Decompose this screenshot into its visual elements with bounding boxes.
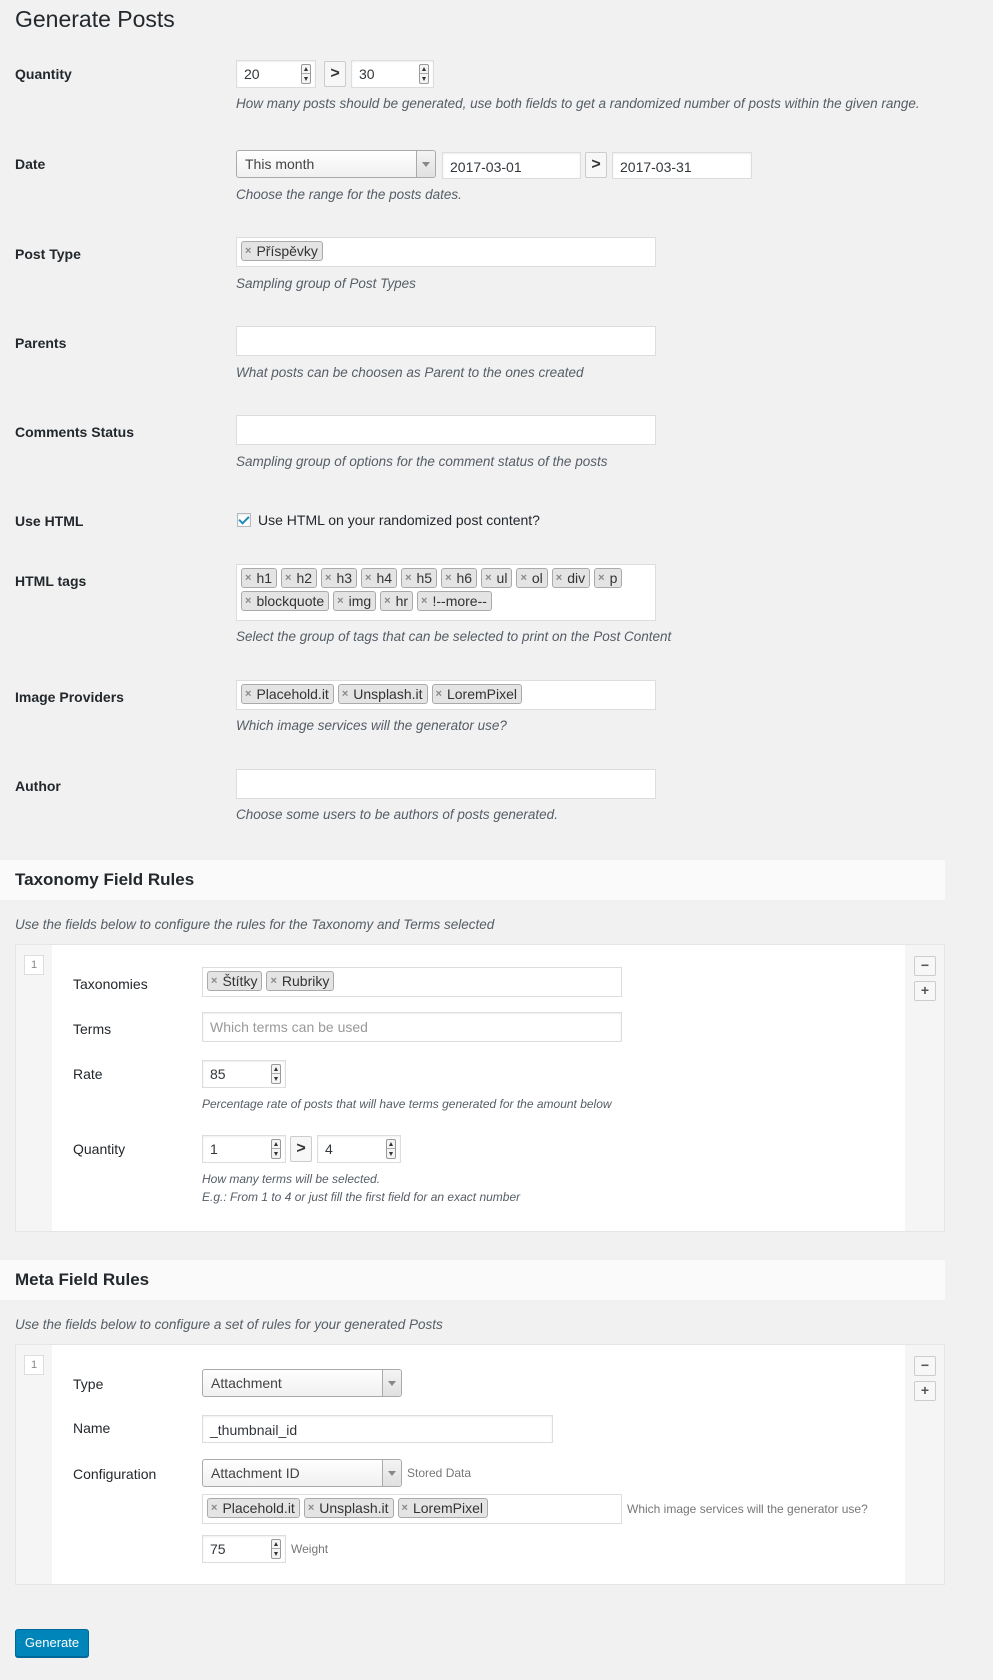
date-label: Date [15,156,46,172]
meta-provider-tag [398,1498,488,1518]
html-tag [241,568,277,588]
terms-quantity-min-value: 1 [210,1141,218,1157]
post-type-select[interactable] [236,237,656,267]
quantity-max-input[interactable] [351,60,434,88]
html-tag [516,568,547,588]
terms-quantity-label: Quantity [73,1141,126,1157]
meta-type-select[interactable] [202,1369,402,1397]
html-tags-list [241,568,651,611]
taxonomy-rule-index: 1 [24,955,44,975]
meta-weight-note: Weight [291,1542,329,1556]
taxonomy-tag [207,971,262,991]
rate-stepper[interactable] [271,1064,281,1084]
meta-section-title: Meta Field Rules [15,1270,150,1289]
remove-tag-icon[interactable]: × [485,572,492,584]
meta-configuration-label: Configuration [73,1466,157,1482]
terms-label: Terms [73,1021,112,1037]
html-tags-description: Select the group of tags that can be selected to print on the Post Content [236,629,672,644]
meta-providers-select[interactable] [202,1494,622,1524]
parents-select[interactable] [236,326,656,356]
remove-tag-icon[interactable]: × [245,688,252,700]
image-providers-tags [241,684,651,704]
remove-tag-icon[interactable]: × [421,595,428,607]
html-tag [321,568,357,588]
taxonomy-section-title: Taxonomy Field Rules [15,870,195,889]
html-tag-label: img [348,593,372,609]
meta-name-input[interactable]: _thumbnail_id [202,1415,553,1443]
quantity-label: Quantity [15,66,72,82]
taxonomies-label: Taxonomies [73,976,148,992]
remove-tag-icon[interactable]: × [270,975,277,987]
comments-status-select[interactable] [236,415,656,445]
remove-tag-icon[interactable]: × [520,572,527,584]
html-tag [333,591,376,611]
quantity-min-value: 20 [244,66,260,82]
image-providers-label: Image Providers [15,689,124,705]
quantity-max-value: 30 [359,66,375,82]
chevron-down-icon [416,151,435,177]
page-title: Generate Posts [15,6,175,32]
date-from-input[interactable]: 2017-03-01 [442,152,581,179]
terms-quantity-max-input[interactable] [317,1135,401,1163]
html-tag [361,568,397,588]
post-type-tag [241,241,323,261]
post-type-label: Post Type [15,246,81,262]
taxonomy-tag [266,971,334,991]
remove-tag-icon[interactable]: × [245,245,252,257]
meta-weight-stepper[interactable] [271,1539,281,1559]
terms-placeholder: Which terms can be used [210,1019,368,1035]
use-html-checkbox-label[interactable]: Use HTML on your randomized post content? [258,512,540,528]
terms-quantity-max-value: 4 [325,1141,333,1157]
quantity-range-separator: > [324,61,346,87]
html-tag-label: h4 [376,570,393,586]
quantity-description: How many posts should be generated, use both fields to get a randomized number of posts within the given range. [236,96,920,111]
meta-providers-tags [207,1498,617,1518]
html-tag-label: !--more-- [432,593,487,609]
use-html-label: Use HTML [15,513,84,529]
html-tag [552,568,590,588]
html-tag-label: h5 [416,570,433,586]
meta-type-value: Attachment [211,1375,282,1391]
date-description: Choose the range for the posts dates. [236,187,462,202]
rate-label: Rate [73,1066,103,1082]
html-tag [241,591,329,611]
post-type-tags [241,241,651,261]
remove-tag-icon[interactable]: × [211,1502,218,1514]
terms-quantity-min-stepper[interactable] [271,1139,281,1159]
parents-label: Parents [15,335,67,351]
html-tag-label: h3 [336,570,353,586]
chevron-down-icon [382,1460,401,1486]
rate-value: 85 [210,1066,226,1082]
taxonomies-select[interactable] [202,967,622,997]
remove-tag-icon[interactable]: × [211,975,218,987]
remove-tag-icon[interactable]: × [325,572,332,584]
date-to-input[interactable]: 2017-03-31 [612,152,752,179]
remove-tag-icon[interactable]: × [285,572,292,584]
html-tag-label: p [609,570,618,586]
html-tag [481,568,512,588]
html-tag [417,591,492,611]
meta-provider-tag-label: LoremPixel [412,1500,483,1516]
meta-add-rule-button[interactable]: + [914,1381,936,1401]
meta-name-label: Name [73,1420,111,1436]
html-tag [281,568,317,588]
html-tag-label: ol [531,570,543,586]
author-description: Choose some users to be authors of posts generated. [236,807,558,822]
taxonomies-tags [207,971,617,991]
terms-quantity-min-input[interactable] [202,1135,286,1163]
taxonomy-add-rule-button[interactable]: + [914,981,936,1001]
remove-tag-icon[interactable]: × [598,572,605,584]
author-select[interactable] [236,769,656,799]
meta-type-label: Type [73,1376,104,1392]
date-range-select[interactable] [236,150,436,178]
quantity-min-stepper[interactable] [301,64,311,84]
html-tag-label: h6 [456,570,473,586]
terms-quantity-example: E.g.: From 1 to 4 or just fill the first field for an exact number [202,1190,521,1204]
meta-weight-input[interactable] [202,1535,286,1563]
image-provider-tag-label: LoremPixel [446,686,517,702]
quantity-min-input[interactable] [236,60,316,88]
meta-configuration-select[interactable] [202,1459,402,1487]
remove-tag-icon[interactable]: × [337,595,344,607]
rate-description: Percentage rate of posts that will have terms generated for the amount below [202,1097,612,1111]
taxonomy-rule-panel [15,944,945,1232]
author-label: Author [15,778,61,794]
image-provider-tag [432,684,522,704]
html-tag-label: h1 [256,570,273,586]
remove-tag-icon[interactable]: × [401,1502,408,1514]
meta-rule-panel [15,1344,945,1585]
remove-tag-icon[interactable]: × [445,572,452,584]
taxonomy-section-description: Use the fields below to configure the rules for the Taxonomy and Terms selected [15,917,495,932]
meta-section-description: Use the fields below to configure a set of rules for your generated Posts [15,1317,443,1332]
quantity-max-stepper[interactable] [419,64,429,84]
html-tag-label: div [567,570,586,586]
parents-description: What posts can be choosen as Parent to the ones created [236,365,584,380]
taxonomy-section-header [0,860,945,900]
meta-configuration-value: Attachment ID [211,1465,300,1481]
html-tag-label: ul [496,570,508,586]
comments-status-label: Comments Status [15,424,135,440]
meta-provider-tag [304,1498,394,1518]
date-range-separator: > [585,152,607,178]
html-tag [401,568,437,588]
comments-status-description: Sampling group of options for the comment status of the posts [236,454,608,469]
image-providers-select[interactable] [236,680,656,710]
post-type-description: Sampling group of Post Types [236,276,416,291]
taxonomy-remove-rule-button[interactable]: − [914,956,936,976]
terms-quantity-description: How many terms will be selected. [202,1172,381,1186]
image-provider-tag-label: Placehold.it [256,686,329,702]
meta-weight-value: 75 [210,1541,226,1557]
remove-tag-icon[interactable]: × [307,1502,315,1514]
image-provider-tag [338,684,428,704]
post-type-tag-label: Příspěvky [256,243,318,259]
html-tag-label: h2 [296,570,313,586]
terms-input[interactable] [202,1012,622,1042]
remove-tag-icon[interactable]: × [435,688,442,700]
terms-quantity-separator: > [290,1136,312,1162]
meta-remove-rule-button[interactable]: − [914,1356,936,1376]
meta-providers-note: Which image services will the generator use? [627,1502,868,1516]
rate-input[interactable] [202,1060,286,1088]
html-tag [594,568,622,588]
use-html-checkbox[interactable] [237,513,251,527]
html-tags-select[interactable] [236,564,656,621]
html-tag-label: hr [395,593,409,609]
meta-provider-tag-label: Placehold.it [222,1500,295,1516]
chevron-down-icon [382,1370,401,1396]
terms-quantity-max-stepper[interactable] [386,1139,396,1159]
taxonomy-tag-label: Štítky [222,973,258,989]
stored-data-note: Stored Data [407,1466,472,1480]
meta-provider-tag [207,1498,300,1518]
image-provider-tag [241,684,334,704]
html-tag-label: blockquote [256,593,325,609]
html-tag [441,568,477,588]
remove-tag-icon[interactable]: × [245,572,252,584]
remove-tag-icon[interactable]: × [384,595,391,607]
remove-tag-icon[interactable]: × [555,572,563,584]
image-providers-description: Which image services will the generator use? [236,718,507,733]
html-tag [380,591,413,611]
meta-rule-index: 1 [24,1355,44,1375]
meta-section-header [0,1260,945,1300]
taxonomy-rule-body [52,945,905,1231]
taxonomy-tag-label: Rubriky [281,973,330,989]
date-range-value: This month [245,156,315,172]
remove-tag-icon[interactable]: × [341,688,349,700]
meta-provider-tag-label: Unsplash.it [319,1500,389,1516]
generate-button[interactable]: Generate [15,1629,89,1657]
remove-tag-icon[interactable]: × [365,572,372,584]
remove-tag-icon[interactable]: × [405,572,412,584]
html-tags-label: HTML tags [15,573,87,589]
remove-tag-icon[interactable]: × [245,595,252,607]
meta-rule-body [52,1345,905,1584]
image-provider-tag-label: Unsplash.it [353,686,423,702]
